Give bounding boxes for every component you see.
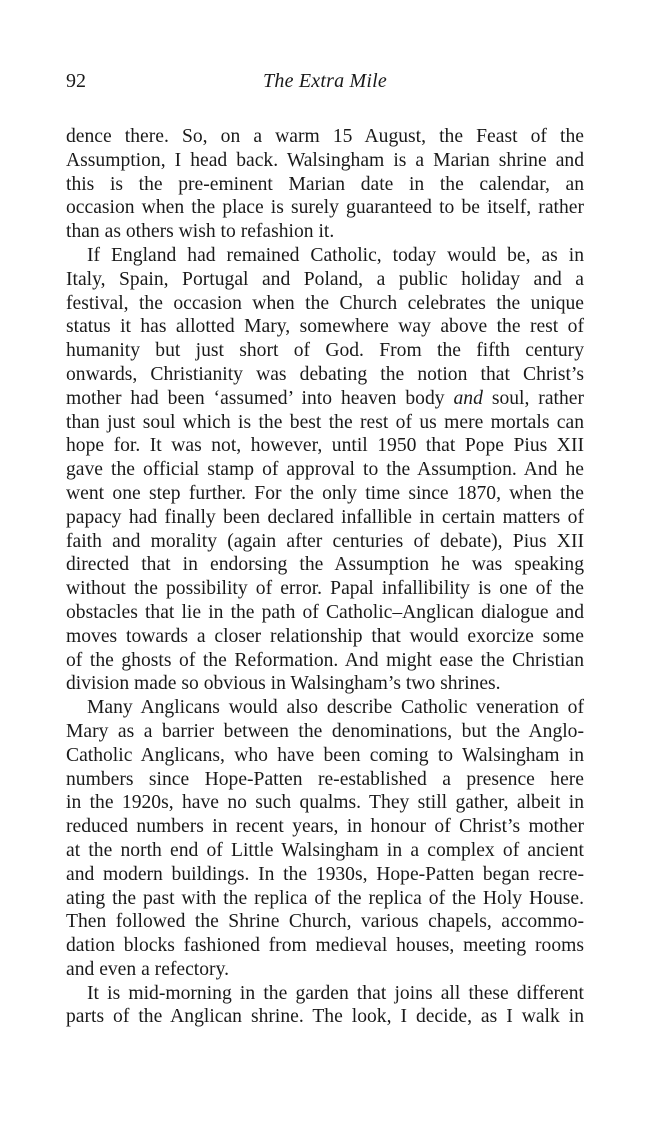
text-line: dence there. So, on a warm 15 August, the Feast of the	[66, 126, 584, 147]
text-line-with-emphasis	[66, 387, 584, 411]
text-line: obstacles that lie in the path of Catholic–Anglican dialogue and	[66, 601, 584, 623]
text-line: this is the pre-eminent Marian date in the calendar, an	[66, 173, 584, 195]
text-line: status it has allotted Mary, somewhere way above the rest of	[66, 316, 584, 338]
text-line: ating the past with the replica of the replica of the Holy House.	[66, 887, 584, 909]
text-line: It is mid-morning in the garden that joins all these different	[87, 982, 584, 1004]
text-line: and modern buildings. In the 1930s, Hope-Patten began recre-	[66, 863, 584, 885]
text-line: Assumption, I head back. Walsingham is a Marian shrine and	[66, 149, 584, 171]
text-line: festival, the occasion when the Church celebrates the unique	[66, 292, 584, 314]
text-line: hope for. It was not, however, until 1950 that Pope Pius XII	[66, 435, 584, 457]
text-line: than as others wish to refashion it.	[66, 221, 335, 243]
text-line: without the possibility of error. Papal infallibility is one of the	[66, 578, 584, 600]
text-line: humanity but just short of God. From the fifth century	[66, 340, 584, 362]
text-line: Many Anglicans would also describe Catholic veneration of	[87, 697, 584, 719]
text-line: If England had remained Catholic, today would be, as in	[87, 244, 584, 266]
paragraph-1	[66, 125, 584, 244]
text-line: papacy had finally been declared infallible in certain matters of	[66, 506, 584, 528]
running-head	[66, 66, 584, 96]
running-title: The Extra Mile	[263, 70, 387, 92]
text-line: onwards, Christianity was debating the notion that Christ’s	[66, 363, 584, 385]
text-line: went one step further. For the only time since 1870, when the	[66, 482, 584, 504]
text-line: moves towards a closer relationship that would exorcize some	[66, 625, 584, 647]
body-text	[66, 125, 584, 1029]
text-line: numbers since Hope-Patten re-established a presence here	[66, 768, 584, 790]
text-line: in the 1920s, have no such qualms. They still gather, albeit in	[66, 792, 584, 814]
text-line: Then followed the Shrine Church, various chapels, accommo-	[66, 911, 584, 933]
paragraph-2	[66, 244, 584, 696]
text-line: Mary as a barrier between the denominations, but the Anglo-	[66, 720, 584, 742]
paragraph-3	[66, 696, 584, 982]
text-line: parts of the Anglican shrine. The look, I decide, as I walk in	[66, 1006, 584, 1028]
text-line: gave the official stamp of approval to the Assumption. And he	[66, 459, 584, 481]
text-line: of the ghosts of the Reformation. And might ease the Christian	[66, 649, 584, 671]
text-line: reduced numbers in recent years, in honour of Christ’s mother	[66, 816, 584, 838]
text-line: Catholic Anglicans, who have been coming to Walsingham in	[66, 744, 584, 766]
text-line: division made so obvious in Walsingham’s two shrines.	[66, 673, 501, 695]
text-line: Italy, Spain, Portugal and Poland, a public holiday and a	[66, 268, 584, 290]
text-line: and even a refectory.	[66, 958, 229, 980]
text-line: than just soul which is the best the rest of us mere mortals can	[66, 411, 584, 433]
emphasis-text: and	[453, 387, 483, 409]
text-line: directed that in endorsing the Assumption he was speaking	[66, 554, 584, 576]
text-line: at the north end of Little Walsingham in a complex of ancient	[66, 839, 584, 861]
text-segment: mother had been ‘assumed’ into heaven body	[66, 387, 454, 409]
text-line: occasion when the place is surely guaranteed to be itself, rather	[66, 197, 584, 219]
text-segment: soul, rather	[482, 387, 584, 409]
paragraph-4	[66, 982, 584, 1030]
text-line: dation blocks fashioned from medieval houses, meeting rooms	[66, 935, 584, 957]
text-line: faith and morality (again after centuries of debate), Pius XII	[66, 530, 584, 552]
page-number: 92	[66, 70, 86, 92]
